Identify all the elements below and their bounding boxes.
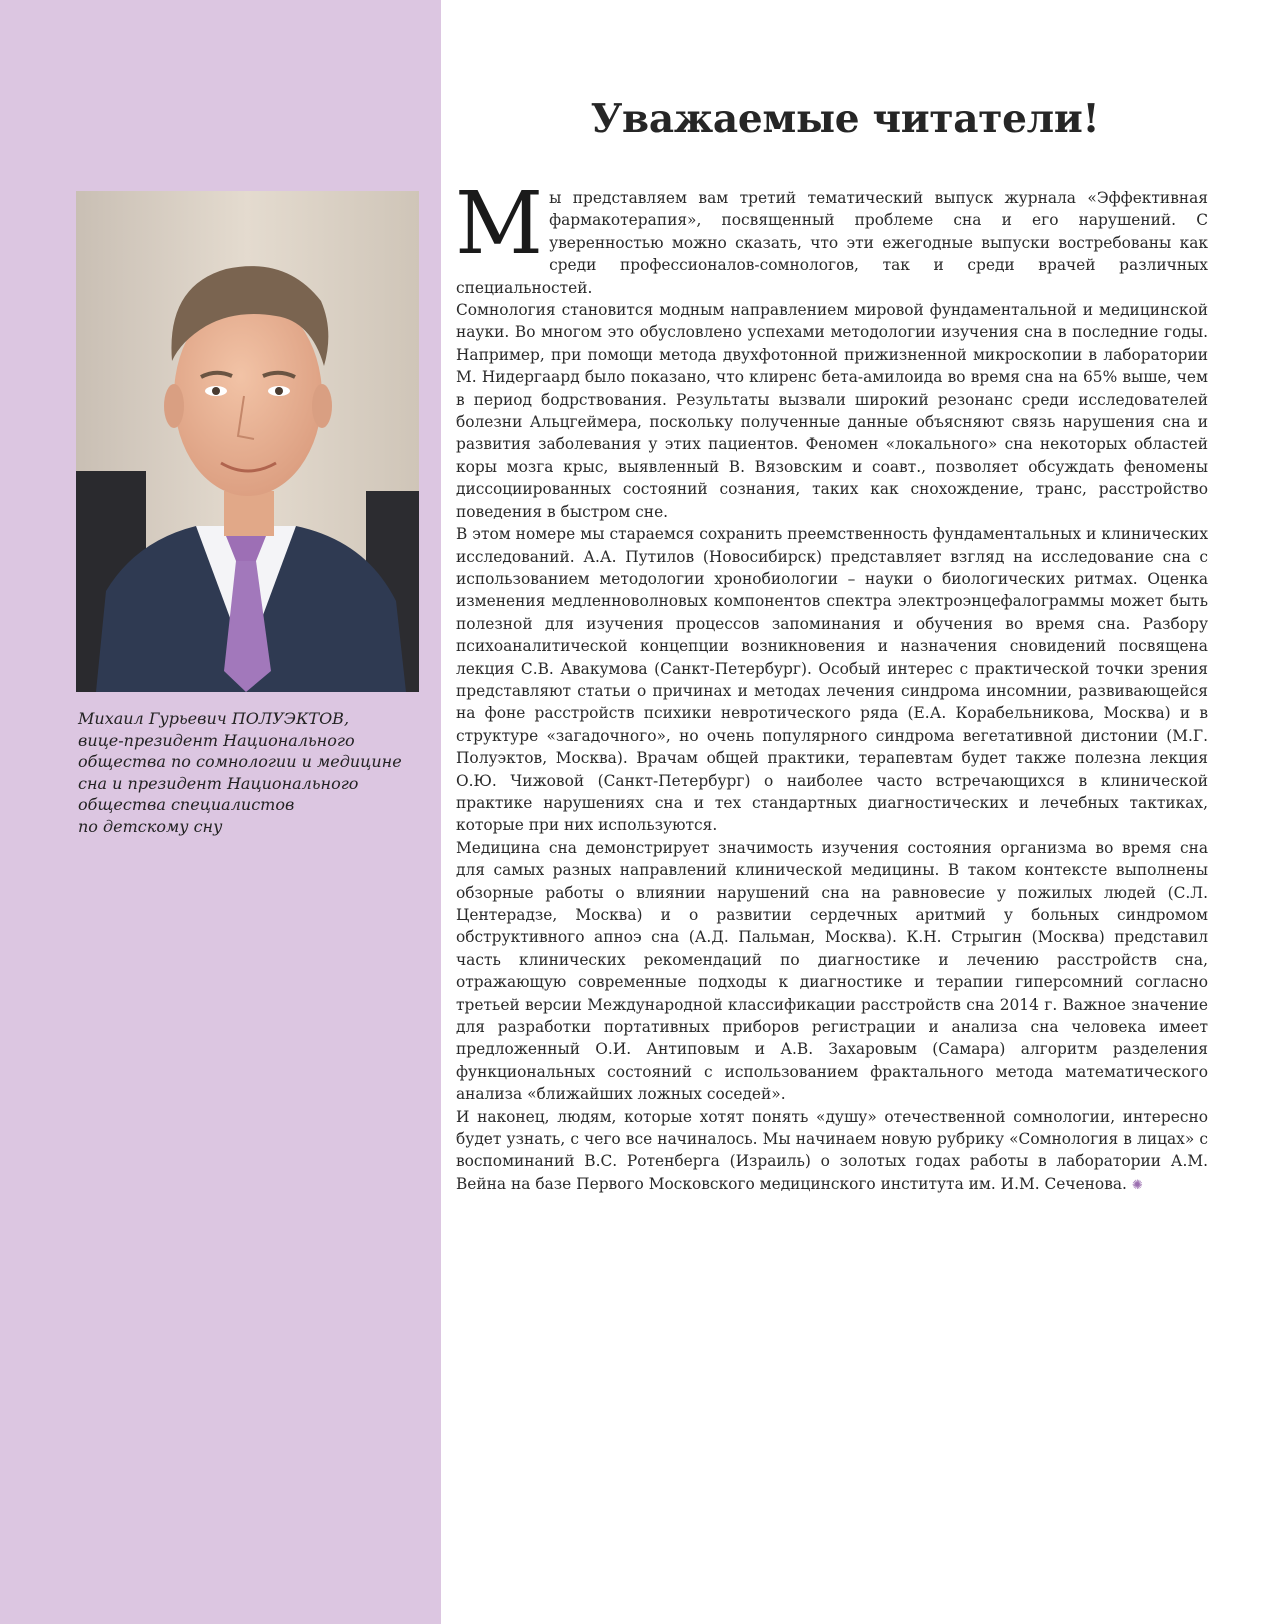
paragraph-5-text: И наконец, людям, которые хотят понять «душу» отечественной сомнологии, интересно будет узнать, с чего все начиналось. Мы начинаем новую рубрику «Сомнология в лицах» с воспоминаний В.С. Ротенберга (Израиль) о золотых годах работы в лаборатории А.М. Вейна на базе Первого Московского медицинского института им. И.М. Сеченова.	[456, 1107, 1208, 1193]
article-body	[455, 174, 1208, 1197]
paragraph-4: Медицина сна демонстрирует значимость изучения состояния организма во время сна для самых разных направлений клинической медицины. В таком контексте выполнены обзорные работы о влиянии нарушений сна на равновесие у пожилых людей (С.Л. Центерадзе, Москва) и о развитии сердечных аритмий у больных синдромом обструктивного апноэ сна (А.Д. Пальман, Москва). К.Н. Стрыгин (Москва) представил часть клинических рекомендаций по диагностике и лечению расстройств сна, отражающую современные подходы к диагностике и терапии гиперсомний согласно третьей версии Международной классификации расстройств сна 2014 г. Важное значение для разработки портативных приборов регистрации и анализа сна человека имеет предложенный О.И. Антиповым и А.В. Захаровым (Самара) алгоритм разделения функциональных состояний с использованием фрактального метода математического анализа «ближайших ложных соседей».	[456, 838, 1208, 1104]
caption-line: общества по сомнологии и медицине	[78, 752, 402, 771]
paragraph-5	[456, 1106, 1208, 1198]
paragraph-3: В этом номере мы стараемся сохранить преемственность фундаментальных и клинических исследований. А.А. Путилов (Новосибирск) представляет взгляд на исследование сна с использованием методологии хронобиологии – науки о биологических ритмах. Оценка изменения медленноволновых компонентов спектра электроэнцефалограммы может быть полезной для изучения процессов запоминания и обучения во время сна. Разбору психоаналитической концепции возникновения и назначения сновидений посвящена лекция С.В. Авакумова (Санкт-Петербург). Особый интерес с практической точки зрения представляют статьи о причинах и методах лечения синдрома инсомнии, развивающейся на фоне расстройств психики невротического ряда (Е.А. Корабельникова, Москва) и в структуре «загадочного», но очень популярного синдрома вегетативной дистонии (М.Г. Полуэктов, Москва). Врачам общей практики, терапевтам будет также полезна лекция О.Ю. Чижовой (Санкт-Петербург) о наиболее часто встречающихся в клинической практике нарушениях сна и тех стандартных диагностических и лечебных тактиках, которые при них используются.	[456, 525, 1208, 835]
caption-line: по детскому сну	[78, 816, 223, 836]
page-title: Уважаемые читатели!	[590, 96, 1100, 142]
portrait-caption	[78, 708, 408, 837]
caption-line: Михаил Гурьевич ПОЛУЭКТОВ,	[78, 709, 350, 728]
caption-line: общества специалистов	[78, 795, 295, 814]
author-portrait	[76, 191, 419, 692]
caption-line: сна и президент Национального	[78, 773, 359, 793]
paragraph-1-text: ы представляем вам третий тематический выпуск журнала «Эффективная фармакотерапия», посвященный проблеме сна и его нарушений. С уверенностью можно сказать, что эти ежегодные выпуски востребованы как среди профессионалов-сомнологов, так и среди врачей различных специальностей.	[456, 189, 1208, 297]
paragraph-2: Сомнология становится модным направлением мировой фундаментальной и медицинской науки. Во многом это обусловлено успехами методологии изучения сна в последние годы. Например, при помощи метода двухфотонной прижизненной микроскопии в лаборатории М. Нидергаард было показано, что клиренс бета-амилоида во время сна на 65% выше, чем в период бодрствования. Результаты вызвали широкий резонанс среди исследователей болезни Альцгеймера, поскольку полученные данные объясняют связь нарушения сна и развития заболевания у этих пациентов. Феномен «локального» сна некоторых областей коры мозга крыс, выявленный В. Вязовским и соавт., позволяет обсуждать феномены диссоциированных состояний сознания, таких как снохождение, транс, расстройство поведения в быстром сне.	[456, 301, 1208, 521]
portrait-image	[76, 191, 419, 692]
paragraph-1	[455, 174, 1208, 299]
caption-line: вице-президент Национального	[78, 730, 355, 750]
drop-cap: М	[455, 174, 544, 274]
end-mark-icon: ✺	[1131, 1177, 1143, 1193]
